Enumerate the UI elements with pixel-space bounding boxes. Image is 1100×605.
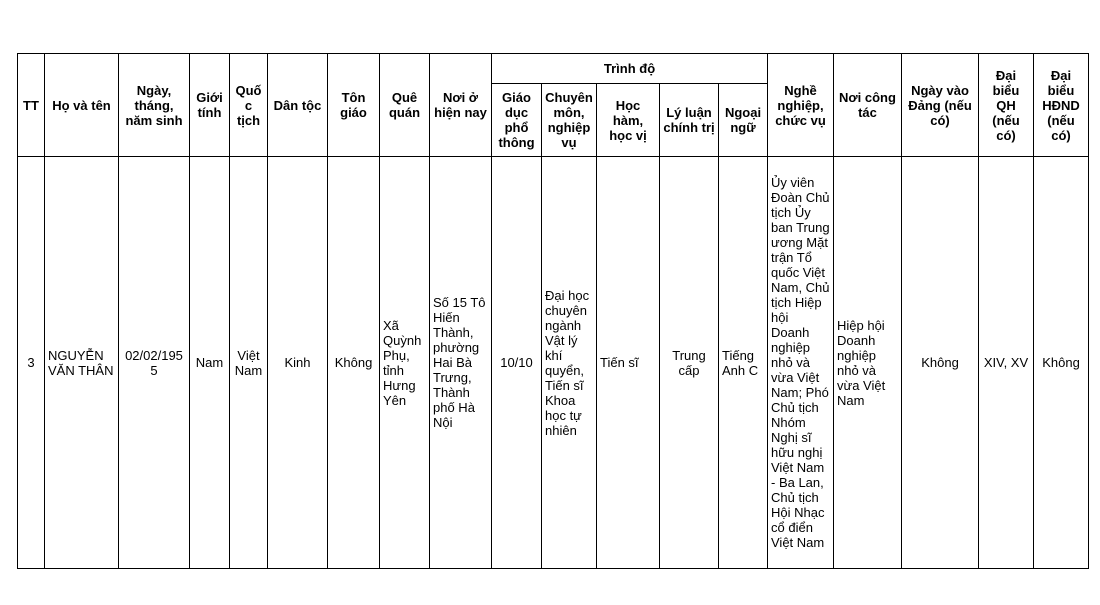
- header-party-date: Ngày vào Đảng (nếu có): [902, 54, 979, 157]
- cell-political-theory: Trung cấp: [660, 157, 719, 569]
- cell-specialty: Đại học chuyên ngành Vật lý khí quyển, Tiến sĩ Khoa học tự nhiên: [542, 157, 597, 569]
- header-political-theory: Lý luận chính trị: [660, 84, 719, 157]
- header-academic-rank: Học hàm, học vị: [597, 84, 660, 157]
- header-foreign-lang: Ngoại ngữ: [719, 84, 768, 157]
- cell-party-date: Không: [902, 157, 979, 569]
- header-council-deputy: Đại biểu HĐND (nếu có): [1034, 54, 1089, 157]
- header-na-deputy: Đại biểu QH (nếu có): [979, 54, 1034, 157]
- cell-dob: 02/02/1955: [119, 157, 190, 569]
- header-tt: TT: [18, 54, 45, 157]
- cell-academic-rank: Tiến sĩ: [597, 157, 660, 569]
- header-dob: Ngày, tháng, năm sinh: [119, 54, 190, 157]
- header-workplace: Nơi công tác: [834, 54, 902, 157]
- cell-general-edu: 10/10: [492, 157, 542, 569]
- cell-workplace: Hiệp hội Doanh nghiệp nhỏ và vừa Việt Nam: [834, 157, 902, 569]
- header-hometown: Quê quán: [380, 54, 430, 157]
- table-header: [18, 54, 1089, 157]
- cell-residence: Số 15 Tô Hiến Thành, phường Hai Bà Trưng, Thành phố Hà Nội: [430, 157, 492, 569]
- header-nationality: Quốc tịch: [230, 54, 268, 157]
- candidate-table: [17, 53, 1089, 569]
- header-education-group: Trình độ: [492, 54, 768, 84]
- cell-nationality: Việt Nam: [230, 157, 268, 569]
- cell-na-deputy: XIV, XV: [979, 157, 1034, 569]
- header-name: Họ và tên: [45, 54, 119, 157]
- cell-occupation: Ủy viên Đoàn Chủ tịch Ủy ban Trung ương Mặt trận Tổ quốc Việt Nam, Chủ tịch Hiệp hội Doanh nghiệp nhỏ và vừa Việt Nam; Phó Chủ tịch Nhóm Nghị sĩ hữu nghị Việt Nam - Ba Lan, Chủ tịch Hội Nhạc cổ điển Việt Nam: [768, 157, 834, 569]
- cell-name: NGUYỄN VĂN THÂN: [45, 157, 119, 569]
- cell-tt: 3: [18, 157, 45, 569]
- header-residence: Nơi ở hiện nay: [430, 54, 492, 157]
- cell-foreign-lang: Tiếng Anh C: [719, 157, 768, 569]
- cell-gender: Nam: [190, 157, 230, 569]
- cell-religion: Không: [328, 157, 380, 569]
- cell-council-deputy: Không: [1034, 157, 1089, 569]
- header-specialty: Chuyên môn, nghiệp vụ: [542, 84, 597, 157]
- header-gender: Giới tính: [190, 54, 230, 157]
- header-general-edu: Giáo dục phổ thông: [492, 84, 542, 157]
- header-ethnicity: Dân tộc: [268, 54, 328, 157]
- table-row: [18, 157, 1089, 569]
- cell-ethnicity: Kinh: [268, 157, 328, 569]
- header-occupation: Nghề nghiệp, chức vụ: [768, 54, 834, 157]
- cell-hometown: Xã Quỳnh Phụ, tỉnh Hưng Yên: [380, 157, 430, 569]
- header-religion: Tôn giáo: [328, 54, 380, 157]
